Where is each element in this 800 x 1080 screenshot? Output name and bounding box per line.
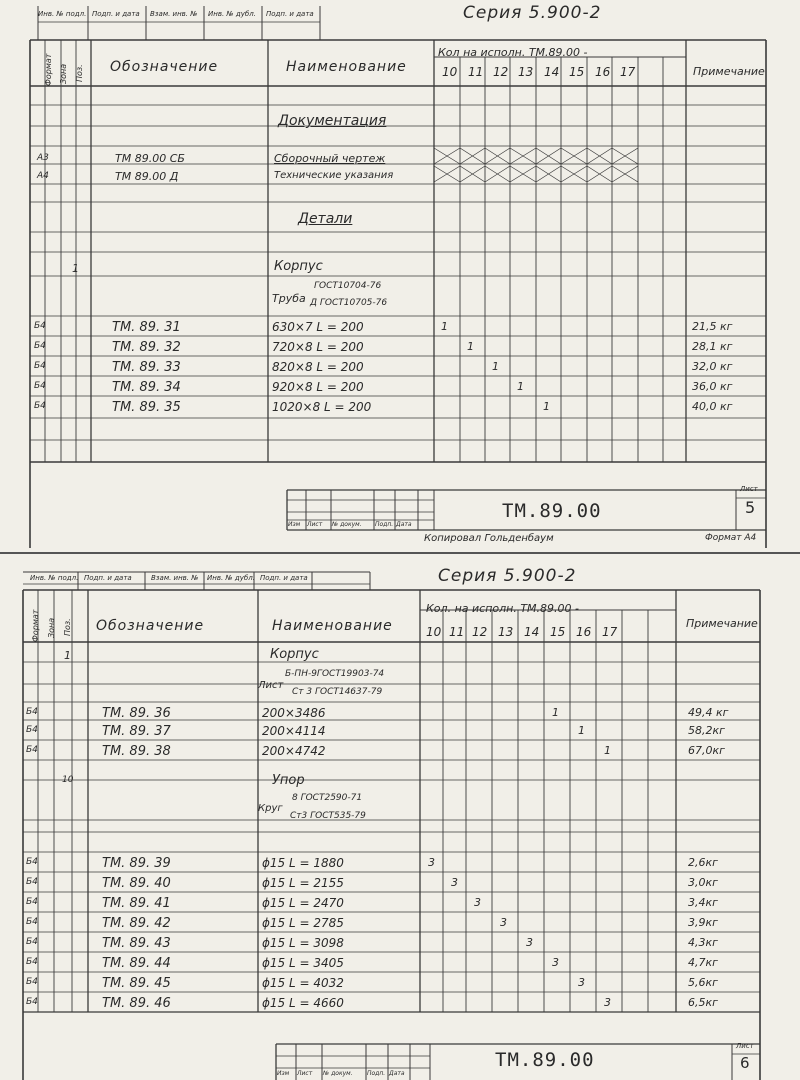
row-note: 40,0 кг xyxy=(692,400,733,413)
row-name: 200×3486 xyxy=(262,706,326,720)
material-top: ГОСТ10704-76 xyxy=(314,281,382,291)
variant-header-14: 14 xyxy=(544,65,560,79)
row-note: 2,6кг xyxy=(688,856,718,869)
row-note: 4,3кг xyxy=(688,936,718,949)
korpus-name: Корпус xyxy=(274,259,323,274)
variant-header-15: 15 xyxy=(569,65,585,79)
title-block-col: Лист xyxy=(307,521,323,528)
row-qty: 1 xyxy=(492,360,499,373)
title-block-col: Изм xyxy=(277,1070,290,1077)
doc-name-2: Технические указания xyxy=(274,170,394,181)
row-designation: ТМ. 89. 40 xyxy=(102,876,171,891)
series-label: Серия 5.900-2 xyxy=(438,566,577,586)
row-name: ϕ15 L = 4660 xyxy=(262,996,344,1010)
title-code: ТМ.89.00 xyxy=(502,500,602,522)
row-note: 36,0 кг xyxy=(692,380,733,393)
header-pos: Поз. xyxy=(63,618,72,636)
row-name: ϕ15 L = 3098 xyxy=(262,936,344,950)
row-qty: 3 xyxy=(578,976,585,989)
doc-designation-1: ТМ 89.00 СБ xyxy=(115,152,185,165)
sheet-label: Лист xyxy=(740,485,758,493)
material1-prefix: Лист xyxy=(258,680,284,691)
header-designation: Обозначение xyxy=(96,618,205,634)
row-qty: 3 xyxy=(604,996,611,1009)
spec-sheet-6 xyxy=(0,552,800,1080)
row-name: 630×7 L = 200 xyxy=(272,320,364,334)
variant-header-11: 11 xyxy=(449,625,465,639)
title-block-col: Подп. xyxy=(375,521,394,528)
stamp-inv-no: Инв. № подл. xyxy=(30,574,79,582)
row-format: Б4 xyxy=(26,857,38,867)
row-qty: 3 xyxy=(552,956,559,969)
material1-bottom: Ст 3 ГОСТ14637-79 xyxy=(292,687,383,697)
variant-header-11: 11 xyxy=(468,65,484,79)
title-block-col: Подп. xyxy=(367,1070,386,1077)
row-format: Б4 xyxy=(26,877,38,887)
row-format: Б4 xyxy=(26,937,38,947)
stamp-inv-no: Инв. № подл. xyxy=(38,10,87,18)
row-note: 6,5кг xyxy=(688,996,718,1009)
section-parts: Детали xyxy=(298,211,353,227)
stamp-dup-inv: Инв. № дубл. xyxy=(207,574,255,582)
doc-name-1: Сборочный чертеж xyxy=(274,152,386,165)
row-name: 820×8 L = 200 xyxy=(272,360,364,374)
row-qty: 1 xyxy=(467,340,474,353)
row-name: 200×4742 xyxy=(262,744,326,758)
footer-copied: Копировал Гольденбаум xyxy=(424,533,554,544)
variant-header-13: 13 xyxy=(518,65,534,79)
row-name: ϕ15 L = 4032 xyxy=(262,976,344,990)
row-qty: 1 xyxy=(543,400,550,413)
row-designation: ТМ. 89. 44 xyxy=(102,956,171,971)
row-note: 28,1 кг xyxy=(692,340,733,353)
material-bottom: Д ГОСТ10705-76 xyxy=(310,298,388,308)
row-name: ϕ15 L = 2785 xyxy=(262,916,344,930)
row-qty: 1 xyxy=(441,320,448,333)
sheet-number: 5 xyxy=(745,498,756,517)
row-note: 3,9кг xyxy=(688,916,718,929)
title-block-col: Дата xyxy=(396,521,412,528)
row-name: ϕ15 L = 2470 xyxy=(262,896,344,910)
row-qty: 1 xyxy=(517,380,524,393)
row-format: Б4 xyxy=(26,707,38,717)
row-name: 200×4114 xyxy=(262,724,326,738)
material2-bottom: Ст3 ГОСТ535-79 xyxy=(290,811,366,821)
variant-header-16: 16 xyxy=(595,65,611,79)
row-designation: ТМ. 89. 34 xyxy=(112,380,181,395)
header-pos: Поз. xyxy=(75,64,84,82)
variant-header-17: 17 xyxy=(620,65,636,79)
variant-header-17: 17 xyxy=(602,625,618,639)
stamp-sign-date-2: Подп. и дата xyxy=(260,574,308,582)
row-designation: ТМ. 89. 37 xyxy=(102,724,171,739)
row-qty: 3 xyxy=(451,876,458,889)
row-note: 67,0кг xyxy=(688,744,725,757)
doc-format-1: А3 xyxy=(37,153,49,163)
row-qty: 1 xyxy=(604,744,611,757)
row-name: 720×8 L = 200 xyxy=(272,340,364,354)
variant-header-16: 16 xyxy=(576,625,592,639)
section-documentation: Документация xyxy=(278,113,387,129)
row-format: Б4 xyxy=(34,401,46,411)
header-note: Примечание xyxy=(693,65,765,78)
row-format: Б4 xyxy=(26,917,38,927)
korpus-pos: 1 xyxy=(64,649,71,662)
variant-header-10: 10 xyxy=(426,625,442,639)
row-name: ϕ15 L = 2155 xyxy=(262,876,344,890)
header-zone: Зона xyxy=(47,617,56,638)
title-block-col: № докум. xyxy=(332,521,362,528)
stamp-sign-date: Подп. и дата xyxy=(84,574,132,582)
header-format: Формат xyxy=(44,53,53,86)
upor-name: Упор xyxy=(272,773,305,788)
variant-header-15: 15 xyxy=(550,625,566,639)
title-block-col: № докум. xyxy=(323,1070,353,1077)
row-note: 5,6кг xyxy=(688,976,718,989)
sheet-number: 6 xyxy=(740,1054,750,1072)
row-qty: 1 xyxy=(578,724,585,737)
header-name: Наименование xyxy=(286,59,407,75)
row-designation: ТМ. 89. 36 xyxy=(102,706,171,721)
row-designation: ТМ. 89. 43 xyxy=(102,936,171,951)
material1-top: Б-ПН-9ГОСТ19903-74 xyxy=(285,669,385,679)
row-format: Б4 xyxy=(26,997,38,1007)
row-designation: ТМ. 89. 42 xyxy=(102,916,171,931)
row-qty: 3 xyxy=(526,936,533,949)
row-name: ϕ15 L = 3405 xyxy=(262,956,344,970)
korpus-name: Корпус xyxy=(270,647,319,662)
row-note: 21,5 кг xyxy=(692,320,733,333)
row-name: 1020×8 L = 200 xyxy=(272,400,372,414)
header-qty: Кол. на исполн. ТМ.89.00 - xyxy=(426,602,579,615)
material2-prefix: Круг xyxy=(258,803,283,814)
header-designation: Обозначение xyxy=(110,59,219,75)
row-format: Б4 xyxy=(26,977,38,987)
title-code: ТМ.89.00 xyxy=(495,1049,595,1071)
header-qty: Кол на исполн. ТМ.89.00 - xyxy=(438,46,588,59)
row-designation: ТМ. 89. 31 xyxy=(112,320,181,335)
material2-top: 8 ГОСТ2590-71 xyxy=(292,793,363,803)
row-qty: 3 xyxy=(500,916,507,929)
row-format: Б4 xyxy=(26,725,38,735)
row-qty: 3 xyxy=(428,856,435,869)
row-qty: 3 xyxy=(474,896,481,909)
row-format: Б4 xyxy=(26,957,38,967)
row-format: Б4 xyxy=(26,745,38,755)
korpus-pos: 1 xyxy=(72,262,79,275)
variant-header-13: 13 xyxy=(498,625,514,639)
row-designation: ТМ. 89. 46 xyxy=(102,996,171,1011)
row-note: 3,4кг xyxy=(688,896,718,909)
row-designation: ТМ. 89. 32 xyxy=(112,340,181,355)
row-designation: ТМ. 89. 35 xyxy=(112,400,181,415)
row-format: Б4 xyxy=(34,381,46,391)
header-name: Наименование xyxy=(272,618,393,634)
row-note: 32,0 кг xyxy=(692,360,733,373)
footer-format: Формат А4 xyxy=(705,533,757,543)
doc-designation-2: ТМ 89.00 Д xyxy=(115,170,179,183)
variant-header-12: 12 xyxy=(493,65,509,79)
material-prefix: Труба xyxy=(272,292,306,305)
row-designation: ТМ. 89. 45 xyxy=(102,976,171,991)
row-note: 49,4 кг xyxy=(688,706,729,719)
upor-pos: 10 xyxy=(62,775,74,785)
row-format: Б4 xyxy=(34,341,46,351)
stamp-sign-date: Подп. и дата xyxy=(92,10,140,18)
title-block-col: Лист xyxy=(297,1070,313,1077)
row-designation: ТМ. 89. 38 xyxy=(102,744,171,759)
header-note: Примечание xyxy=(686,617,758,630)
title-block-col: Изм xyxy=(288,521,301,528)
variant-header-10: 10 xyxy=(442,65,458,79)
row-format: Б4 xyxy=(34,321,46,331)
series-label: Серия 5.900-2 xyxy=(463,3,602,23)
row-note: 3,0кг xyxy=(688,876,718,889)
stamp-sign-date-2: Подп. и дата xyxy=(266,10,314,18)
title-block-col: Дата xyxy=(389,1070,405,1077)
row-format: Б4 xyxy=(34,361,46,371)
row-qty: 1 xyxy=(552,706,559,719)
stamp-dup-inv: Инв. № дубл. xyxy=(208,10,256,18)
row-designation: ТМ. 89. 33 xyxy=(112,360,181,375)
header-zone: Зона xyxy=(59,63,68,84)
row-note: 4,7кг xyxy=(688,956,718,969)
header-format: Формат xyxy=(31,609,40,642)
row-designation: ТМ. 89. 41 xyxy=(102,896,171,911)
row-note: 58,2кг xyxy=(688,724,725,737)
row-name: ϕ15 L = 1880 xyxy=(262,856,344,870)
doc-format-2: А4 xyxy=(37,171,49,181)
variant-header-14: 14 xyxy=(524,625,540,639)
stamp-replace-inv: Взам. инв. № xyxy=(150,10,198,18)
sheet-label: Лист xyxy=(736,1042,754,1050)
row-format: Б4 xyxy=(26,897,38,907)
stamp-replace-inv: Взам. инв. № xyxy=(151,574,199,582)
row-designation: ТМ. 89. 39 xyxy=(102,856,171,871)
variant-header-12: 12 xyxy=(472,625,488,639)
row-name: 920×8 L = 200 xyxy=(272,380,364,394)
